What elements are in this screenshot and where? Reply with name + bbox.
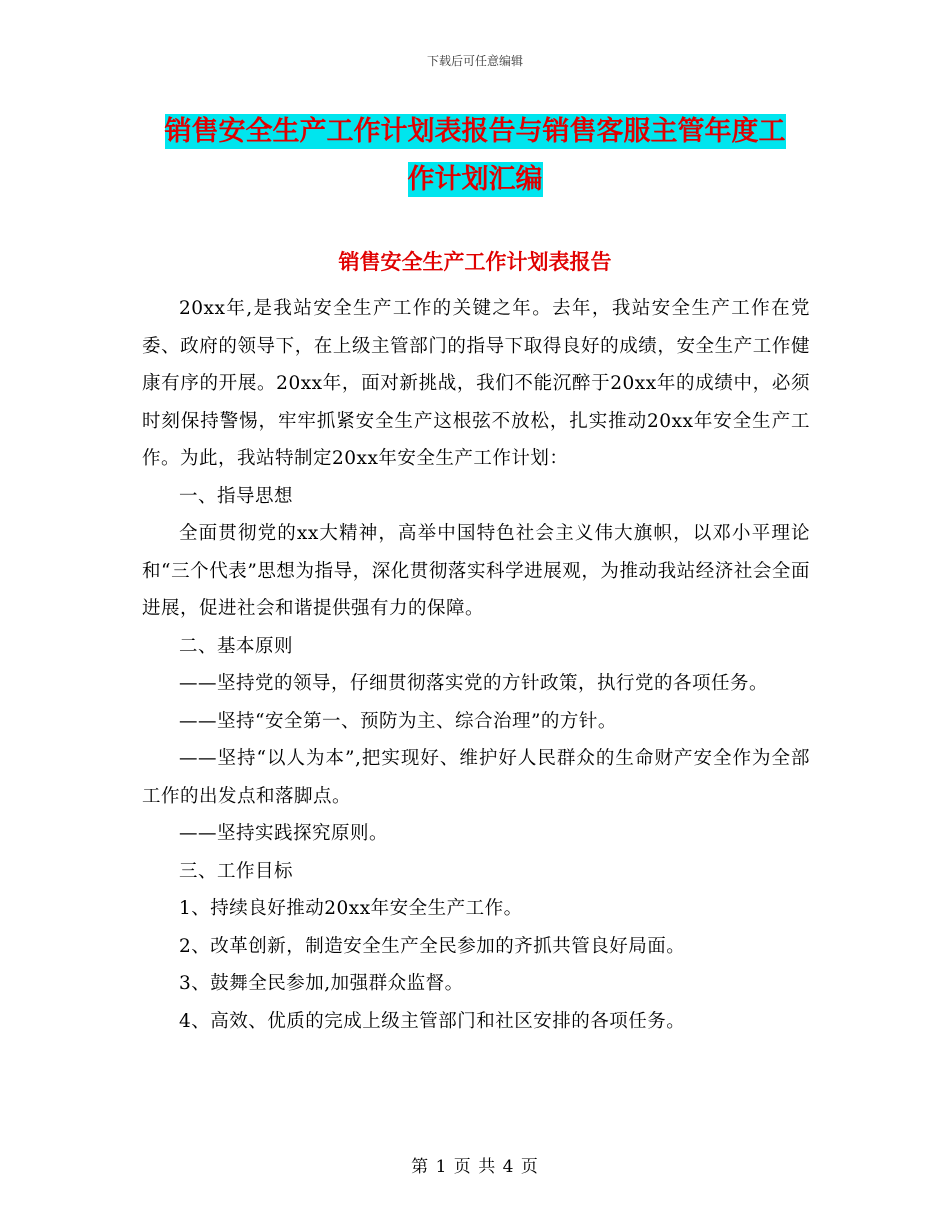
paragraph-guiding-ideology: 全面贯彻党的xx大精神，高举中国特色社会主义伟大旗帜，以邓小平理论和“三个代表”思想为指导，深化贯彻落实科学进展观，为推动我站经济社会全面进展，促进社会和谐提供强有力的保障。 bbox=[142, 523, 810, 619]
section-title: 销售安全生产工作计划表报告 bbox=[338, 250, 612, 274]
document-title bbox=[140, 108, 810, 204]
document-title-line-2: 作计划汇编 bbox=[407, 164, 543, 195]
heading-guiding-ideology: 一、指导思想 bbox=[179, 485, 294, 507]
principle-item: ——坚持“安全第一、预防为主、综合治理”的方针。 bbox=[179, 710, 617, 732]
page-footer: 第 1 页 共 4 页 bbox=[411, 1157, 539, 1177]
goal-item: 1、持续良好推动20xx年安全生产工作。 bbox=[179, 898, 523, 919]
heading-work-goals: 三、工作目标 bbox=[179, 860, 294, 882]
header-note: 下载后可任意编辑 bbox=[426, 54, 523, 68]
paragraph-intro: 20xx年,是我站安全生产工作的关键之年。去年，我站安全生产工作在党委、政府的领导下，在上级主管部门的指导下取得良好的成绩，安全生产工作健康有序的开展。20xx年，面对新挑战，我们不能沉醉于20xx年的成绩中，必须时刻保持警惕，牢牢抓紧安全生产这根弦不放松，扎实推动20xx年安全生产工作。为此，我站特制定20xx年安全生产工作计划： bbox=[142, 298, 810, 469]
principle-item: ——坚持实践探究原则。 bbox=[179, 823, 389, 844]
goal-item: 3、鼓舞全民参加,加强群众监督。 bbox=[179, 973, 464, 994]
heading-basic-principles: 二、基本原则 bbox=[179, 635, 294, 657]
goal-item: 4、高效、优质的完成上级主管部门和社区安排的各项任务。 bbox=[179, 1010, 686, 1032]
principle-item: ——坚持“以人为本”,把实现好、维护好人民群众的生命财产安全作为全部工作的出发点和落脚点。 bbox=[142, 748, 810, 807]
body-text bbox=[142, 290, 810, 1040]
document-title-line-1: 销售安全生产工作计划表报告与销售客服主管年度工 bbox=[164, 116, 786, 147]
principle-item: ——坚持党的领导，仔细贯彻落实党的方针政策，执行党的各项任务。 bbox=[179, 673, 769, 694]
goal-item: 2、改革创新，制造安全生产全民参加的齐抓共管良好局面。 bbox=[179, 935, 686, 957]
